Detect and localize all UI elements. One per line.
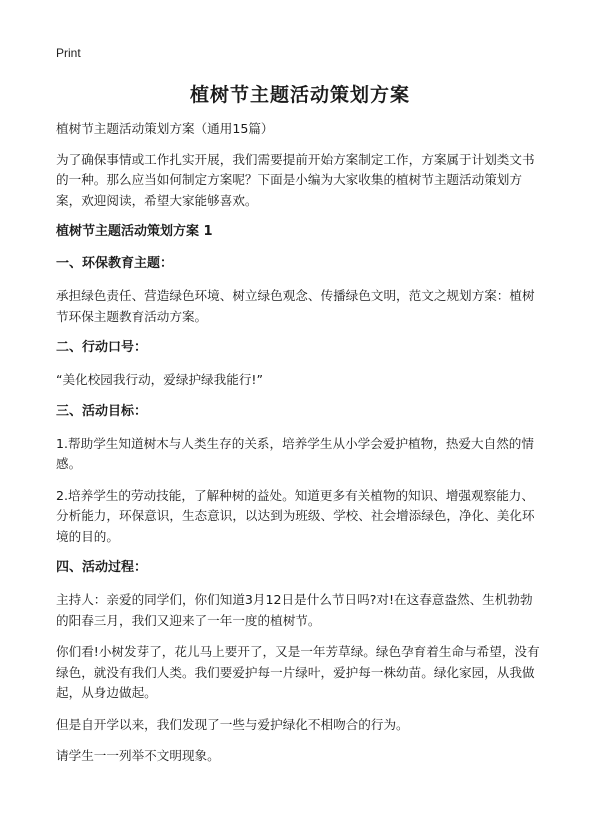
- plan-heading: 植树节主题活动策划方案 1: [56, 224, 213, 239]
- print-label: Print: [56, 46, 81, 60]
- document-body: [56, 119, 544, 778]
- section-heading: 一、环保教育主题：: [56, 256, 174, 271]
- section-paragraph: 主持人：亲爱的同学们，你们知道3月12日是什么节日吗?对!在这春意盎然、生机勃勃的阳春三月，我们又迎来了一年一度的植树节。: [56, 592, 533, 628]
- page-title: 植树节主题活动策划方案: [189, 84, 410, 106]
- document-subtitle: 植树节主题活动策划方案（通用15篇）: [56, 121, 274, 136]
- section-paragraph: 你们看!小树发芽了，花儿马上要开了，又是一年芳草绿。绿色孕育着生命与希望，没有绿色，就没有我们人类。我们要爱护每一片绿叶，爱护每一株幼苗。绿化家园，从我做起，从身边做起。: [56, 644, 540, 700]
- section-heading: 四、活动过程：: [56, 560, 148, 575]
- intro-paragraph: 为了确保事情或工作扎实开展，我们需要提前开始方案制定工作，方案属于计划类文书的一种。那么应当如何制定方案呢？下面是小编为大家收集的植树节主题活动策划方案，欢迎阅读，希望大家能够喜欢。: [56, 151, 535, 208]
- section-paragraph: 但是自开学以来，我们发现了一些与爱护绿化不相吻合的行为。: [56, 716, 409, 732]
- section-paragraph: 请学生一一列举不文明现象。: [56, 748, 220, 763]
- section-paragraph: 2.培养学生的劳动技能，了解种树的益处。知道更多有关植物的知识、增强观察能力、分析能力，环保意识，生态意识，以达到为班级、学校、社会增添绿色，净化、美化环境的目的。: [56, 487, 535, 544]
- section-heading: 二、行动口号：: [56, 340, 148, 355]
- section-paragraph: 承担绿色责任、营造绿色环境、树立绿色观念、传播绿色文明，范文之规划方案：植树节环保主题教育活动方案。: [56, 288, 535, 324]
- section-paragraph: 1.帮助学生知道树木与人类生存的关系，培养学生从小学会爱护植物，热爱大自然的情感。: [56, 435, 534, 471]
- section-heading: 三、活动目标：: [56, 403, 148, 419]
- section-paragraph: “美化校园我行动，爱绿护绿我能行!”: [56, 372, 264, 387]
